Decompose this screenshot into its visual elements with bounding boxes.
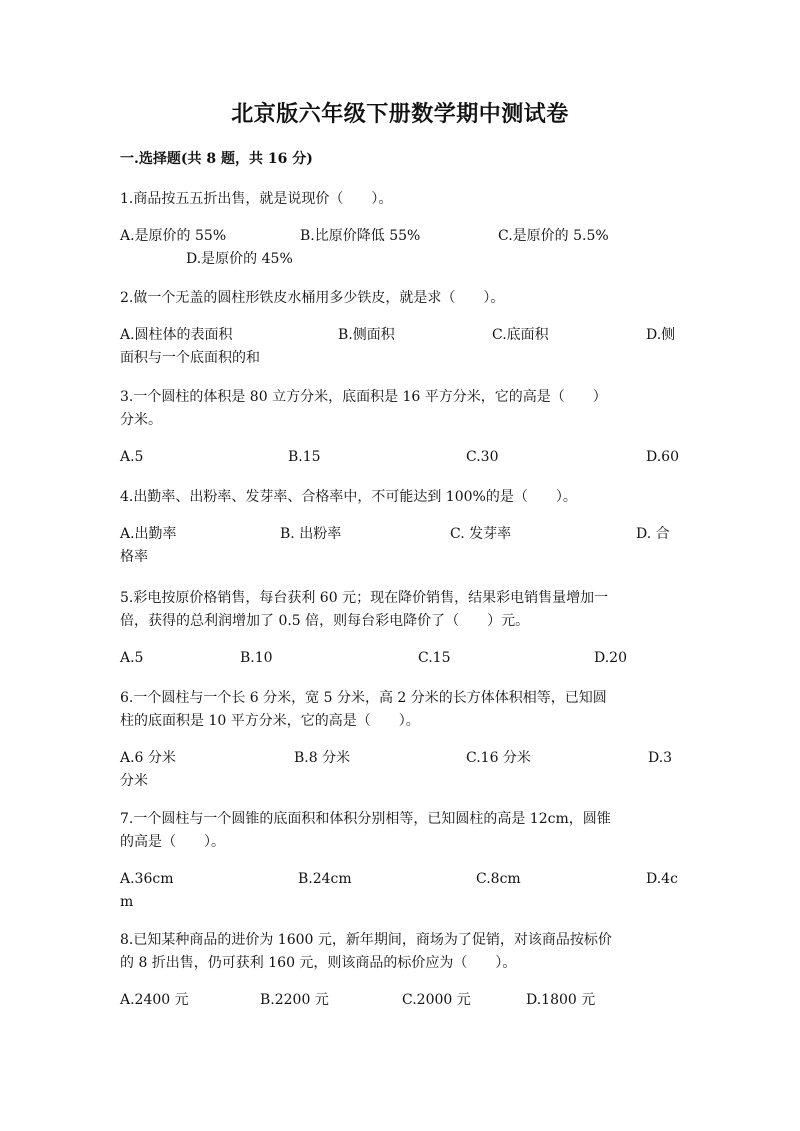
question-stem-line-1: 6.一个圆柱与一个长 6 分米，宽 5 分米，高 2 分米的长方体体积相等，已知圆 (120, 690, 607, 706)
option-c: C.16 分米 (466, 750, 531, 766)
question-stem-line-1: 5.彩电按原价格销售，每台获利 60 元；现在降价销售，结果彩电销售量增加一 (120, 590, 609, 606)
option-d-continuation: 格率 (120, 549, 148, 565)
section-heading: 一.选择题(共 8 题，共 16 分) (120, 151, 313, 167)
option-d-continuation: m (120, 894, 134, 910)
option-b: B.侧面积 (338, 327, 395, 343)
option-b: B.8 分米 (294, 750, 351, 766)
option-d: D.是原价的 45% (186, 251, 293, 267)
option-d-continuation: 分米 (120, 773, 148, 789)
option-d: D.3 (648, 750, 673, 766)
option-a: A.36cm (120, 871, 174, 887)
option-d: D.4c (646, 871, 678, 887)
question-4 (120, 486, 680, 569)
question-stem-line-2: 分米。 (120, 412, 162, 428)
question-stem: 4.出勤率、出粉率、发芽率、合格率中，不可能达到 100%的是（ ）。 (120, 489, 577, 505)
question-stem-line-2: 倍，获得的总利润增加了 0.5 倍，则每台彩电降价了（ ）元。 (120, 613, 530, 629)
question-stem-line-1: 8.已知某种商品的进价为 1600 元，新年期间，商场为了促销，对该商品按标价 (120, 932, 612, 948)
option-b: B.15 (288, 449, 321, 465)
question-7 (120, 808, 680, 914)
option-c: C.8cm (476, 871, 521, 887)
question-5 (120, 587, 680, 670)
option-b: B. 出粉率 (280, 526, 342, 542)
question-stem: 1.商品按五五折出售，就是说现价（ ）。 (120, 191, 393, 207)
question-stem: 2.做一个无盖的圆柱形铁皮水桶用多少铁皮，就是求（ ）。 (120, 290, 505, 306)
option-d: D. 合 (636, 526, 670, 542)
option-b: B.24cm (298, 871, 352, 887)
option-c: C.2000 元 (402, 992, 471, 1008)
option-b: B.比原价降低 55% (300, 228, 421, 244)
option-b: B.2200 元 (260, 992, 329, 1008)
question-6 (120, 687, 680, 793)
question-2 (120, 287, 680, 370)
option-c: C. 发芽率 (450, 526, 512, 542)
option-c: C.底面积 (492, 327, 549, 343)
option-a: A.6 分米 (120, 750, 176, 766)
question-stem-line-2: 的 8 折出售，仍可获利 160 元，则该商品的标价应为（ ）。 (120, 955, 517, 971)
option-d: D.20 (594, 650, 627, 666)
option-a: A.圆柱体的表面积 (120, 327, 233, 343)
option-d: D.1800 元 (526, 992, 596, 1008)
option-a: A.出勤率 (120, 526, 177, 542)
option-d: D.侧 (646, 327, 676, 343)
question-8 (120, 929, 680, 1012)
question-stem-line-1: 7.一个圆柱与一个圆锥的底面积和体积分别相等，已知圆柱的高是 12cm，圆锥 (120, 811, 611, 827)
page-title: 北京版六年级下册数学期中测试卷 (231, 101, 569, 127)
option-c: C.15 (418, 650, 451, 666)
question-3 (120, 386, 680, 469)
option-d-continuation: 面积与一个底面积的和 (120, 350, 260, 366)
option-c: C.是原价的 5.5% (498, 228, 609, 244)
option-c: C.30 (466, 449, 499, 465)
option-a: A.2400 元 (120, 992, 189, 1008)
question-stem-line-1: 3.一个圆柱的体积是 80 立方分米，底面积是 16 平方分米，它的高是（ ） (120, 389, 607, 405)
question-stem-line-2: 柱的底面积是 10 平方分米，它的高是（ ）。 (120, 713, 420, 729)
option-d: D.60 (646, 449, 679, 465)
option-a: A.5 (120, 449, 144, 465)
option-b: B.10 (240, 650, 273, 666)
option-a: A.5 (120, 650, 144, 666)
question-stem-line-2: 的高是（ ）。 (120, 834, 225, 850)
option-a: A.是原价的 55% (120, 228, 227, 244)
question-1 (120, 188, 680, 271)
